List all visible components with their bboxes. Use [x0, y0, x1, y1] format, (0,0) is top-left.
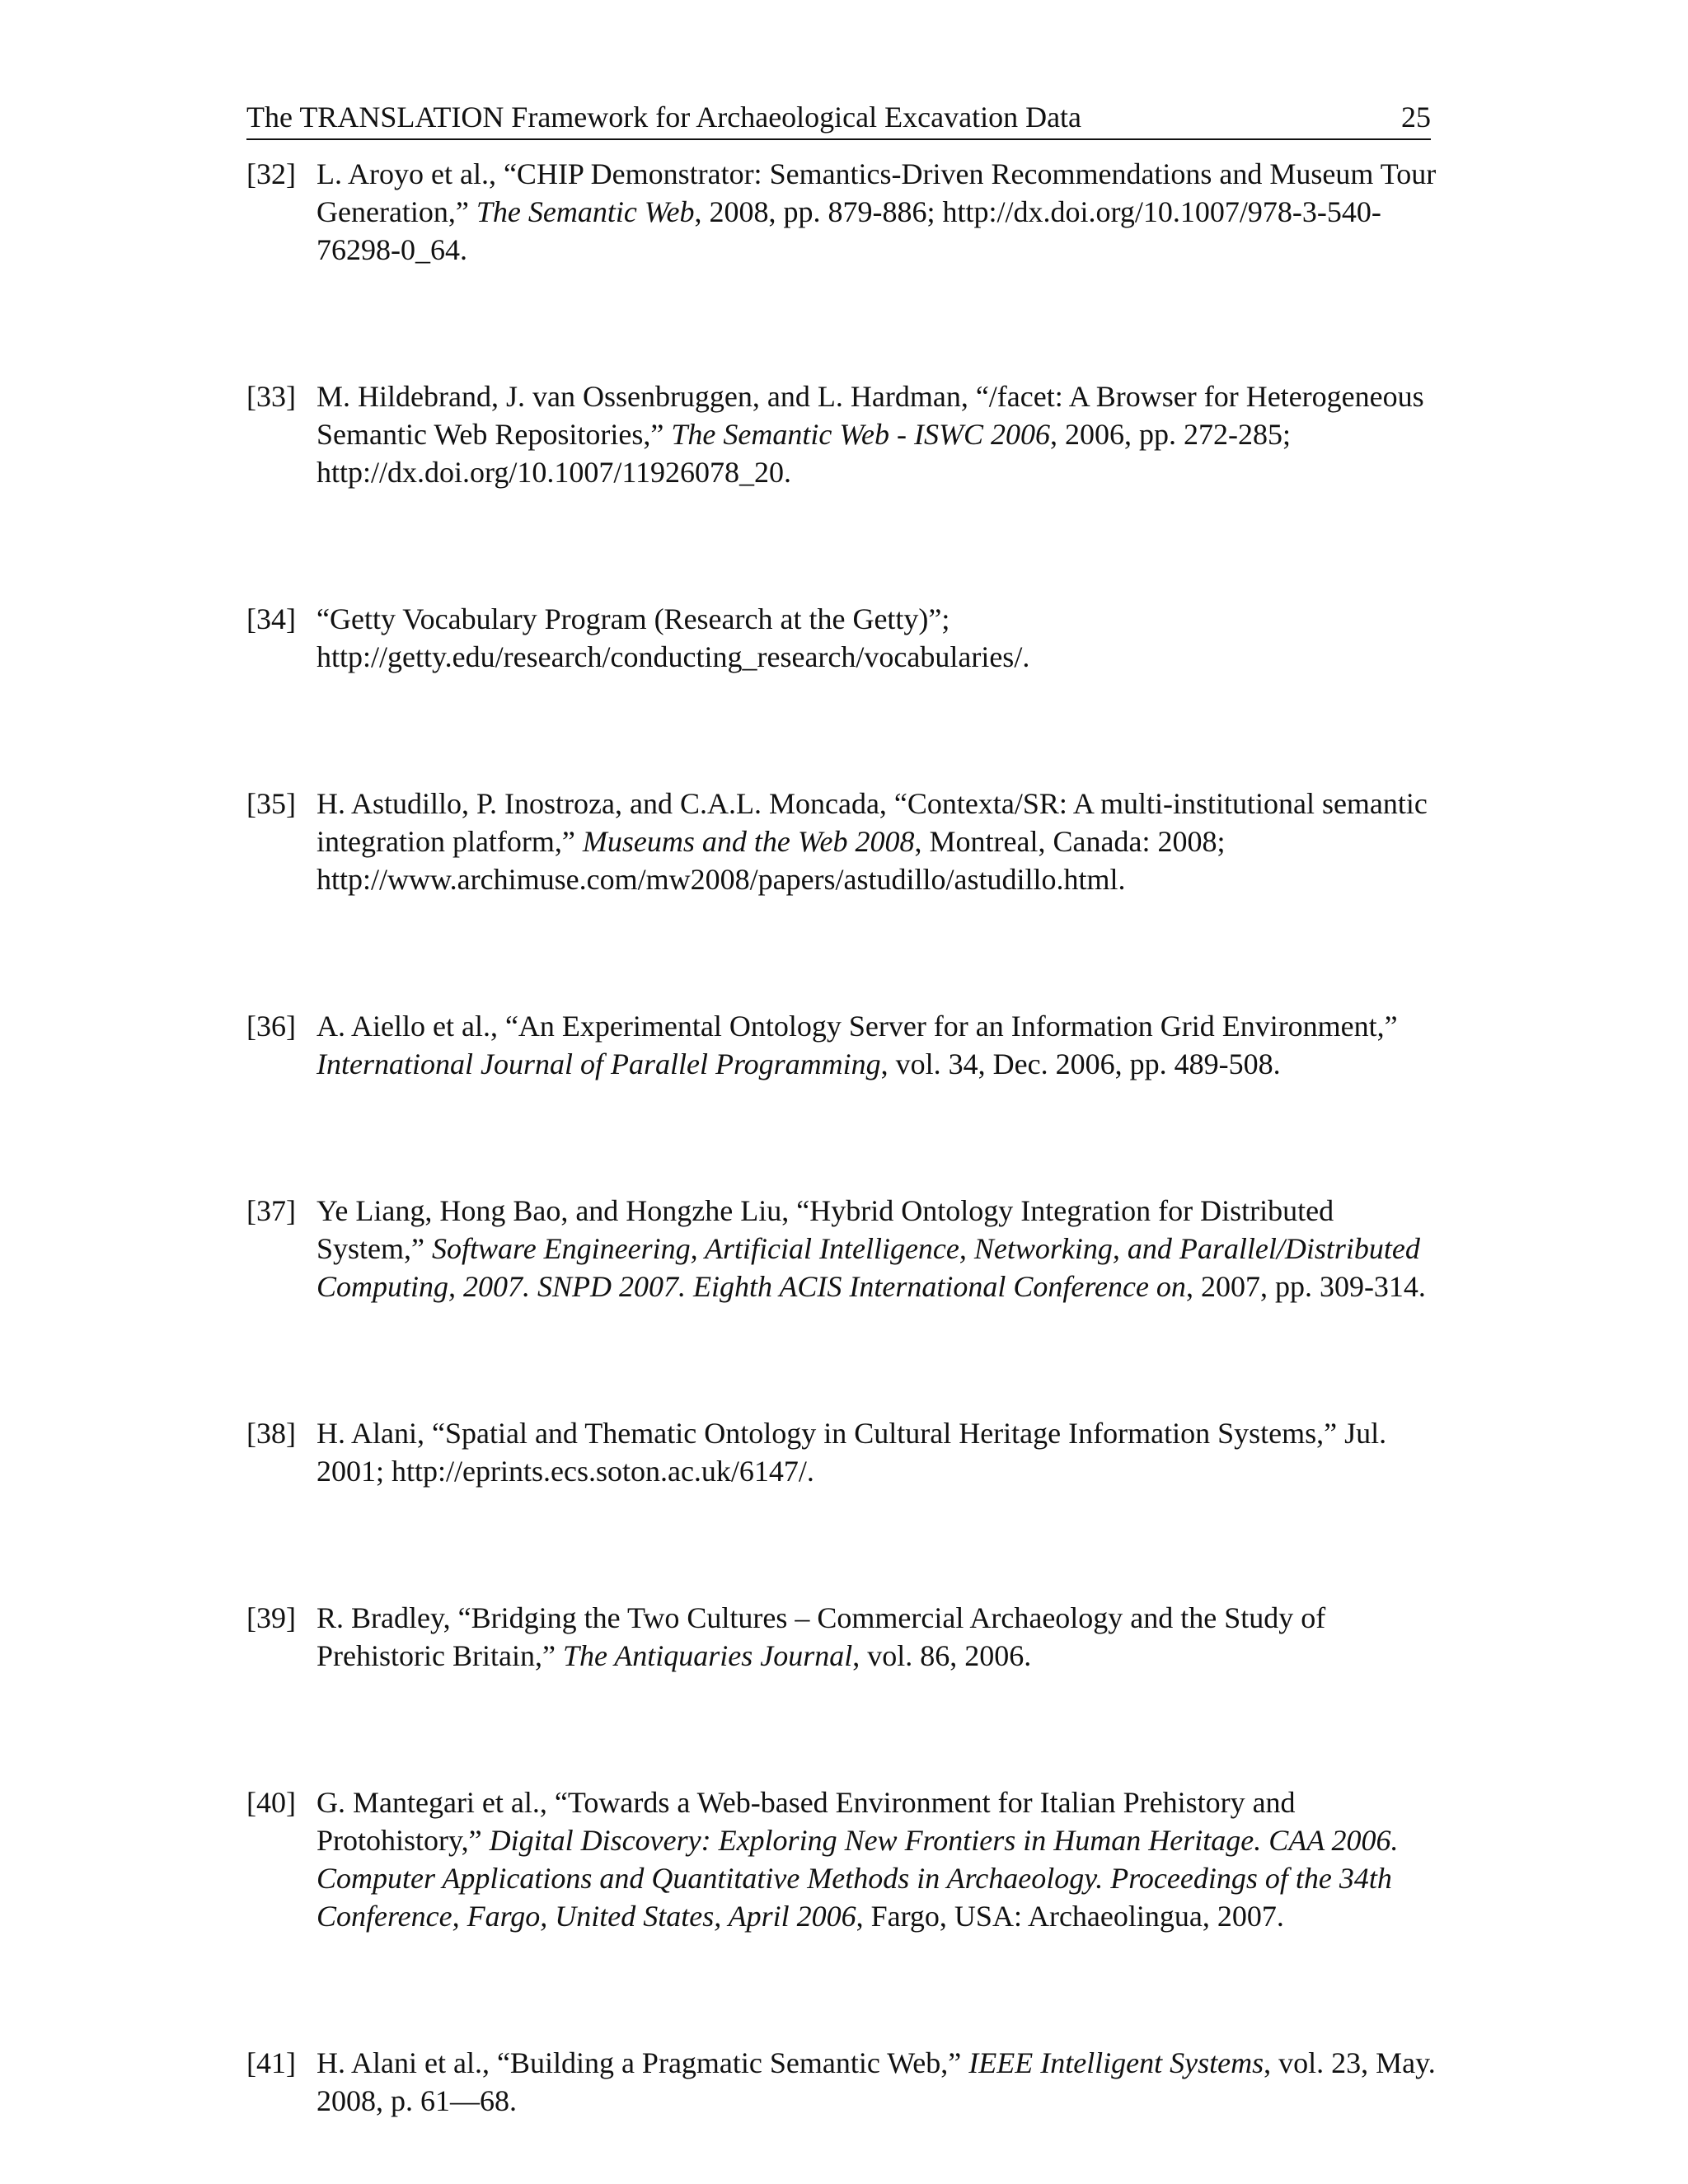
- reference-source-title: Digital Discovery: Exploring New Frontiers in Human Heritage. CAA 2006. Computer Applications and Quantitative Methods in Archaeology. Proceedings of the 34th Conference, Fargo, United States, April 2006: [316, 1824, 1399, 1933]
- page-number: 25: [1401, 101, 1431, 134]
- reference-text-segment: , 2008, pp. 879-886; http://dx.doi.org/10.1007/978-3-540-76298-0_64.: [316, 195, 1381, 266]
- reference-text: [316, 2044, 1442, 2120]
- reference-text: [316, 785, 1442, 898]
- reference-number: [35]: [246, 787, 296, 820]
- reference-source-title: International Journal of Parallel Programming: [316, 1047, 881, 1080]
- reference-text: [316, 600, 1442, 676]
- reference-text-segment: Ye Liang, Hong Bao, and Hongzhe Liu, “Hybrid Ontology Integration for Distributed System,”: [316, 1194, 1334, 1265]
- reference-item: [246, 2044, 1442, 2120]
- reference-item: [246, 1783, 1442, 1935]
- reference-text-segment: H. Astudillo, P. Inostroza, and C.A.L. Moncada, “Contexta/SR: A multi-institutional semantic integration platform,”: [316, 787, 1428, 858]
- reference-number: [37]: [246, 1194, 296, 1227]
- reference-text-segment: , vol. 86, 2006.: [852, 1639, 1032, 1672]
- reference-text: [316, 1783, 1442, 1935]
- reference-source-title: The Semantic Web: [476, 195, 695, 228]
- reference-text: [316, 1192, 1442, 1305]
- reference-item: [246, 155, 1442, 269]
- reference-text-segment: , 2007, pp. 309-314.: [1185, 1270, 1426, 1303]
- reference-source-title: IEEE Intelligent Systems: [968, 2046, 1264, 2079]
- reference-number: [34]: [246, 602, 296, 635]
- reference-text-segment: A. Aiello et al., “An Experimental Ontology Server for an Information Grid Environment,”: [316, 1010, 1398, 1043]
- reference-item: [246, 377, 1442, 491]
- reference-text-segment: “Getty Vocabulary Program (Research at the Getty)”; http://getty.edu/research/conducting_research/vocabularies/.: [316, 602, 1030, 673]
- reference-item: [246, 600, 1442, 676]
- reference-number: [36]: [246, 1010, 296, 1043]
- reference-item: [246, 1192, 1442, 1305]
- reference-number: [32]: [246, 157, 296, 190]
- reference-source-title: Museums and the Web 2008: [582, 825, 915, 858]
- reference-text: [316, 377, 1442, 491]
- reference-number: [38]: [246, 1417, 296, 1450]
- reference-text: [316, 1414, 1442, 1490]
- reference-text: [316, 155, 1442, 269]
- reference-source-title: The Semantic Web - ISWC 2006: [671, 418, 1050, 451]
- reference-text-segment: , Fargo, USA: Archaeolingua, 2007.: [856, 1900, 1284, 1933]
- reference-text-segment: H. Alani, “Spatial and Thematic Ontology in Cultural Heritage Information Systems,” Jul. 2001; http://eprints.ecs.soton.ac.uk/6147/.: [316, 1417, 1387, 1488]
- reference-text-segment: , 2006, pp. 272-285; http://dx.doi.org/10.1007/11926078_20.: [316, 418, 1291, 489]
- reference-text-segment: , vol. 34, Dec. 2006, pp. 489-508.: [880, 1047, 1281, 1080]
- reference-source-title: The Antiquaries Journal: [562, 1639, 853, 1672]
- reference-item: [246, 1007, 1442, 1083]
- header-title: The TRANSLATION Framework for Archaeological Excavation Data: [246, 101, 1082, 134]
- reference-number: [41]: [246, 2046, 296, 2079]
- reference-text-segment: R. Bradley, “Bridging the Two Cultures – Commercial Archaeology and the Study of Prehistoric Britain,”: [316, 1601, 1326, 1672]
- reference-text: [316, 1007, 1442, 1083]
- reference-item: [246, 785, 1442, 898]
- reference-item: [246, 1599, 1442, 1675]
- reference-text-segment: H. Alani et al., “Building a Pragmatic Semantic Web,”: [316, 2046, 969, 2079]
- reference-text-segment: , Montreal, Canada: 2008; http://www.archimuse.com/mw2008/papers/astudillo/astudillo.html.: [316, 825, 1226, 896]
- reference-text: [316, 1599, 1442, 1675]
- reference-number: [33]: [246, 380, 296, 413]
- reference-text-segment: M. Hildebrand, J. van Ossenbruggen, and L. Hardman, “/facet: A Browser for Heterogeneous Semantic Web Repositories,”: [316, 380, 1424, 451]
- reference-item: [246, 1414, 1442, 1490]
- running-header: [246, 96, 1431, 140]
- reference-number: [39]: [246, 1601, 296, 1634]
- reference-text-segment: L. Aroyo et al., “CHIP Demonstrator: Semantics-Driven Recommendations and Museum Tour Generation,”: [316, 157, 1437, 228]
- reference-text-segment: G. Mantegari et al., “Towards a Web-based Environment for Italian Prehistory and Protohistory,”: [316, 1786, 1296, 1857]
- reference-source-title: Software Engineering, Artificial Intelligence, Networking, and Parallel/Distributed Computing, 2007. SNPD 2007. Eighth ACIS International Conference on: [316, 1232, 1420, 1303]
- reference-text-segment: , vol. 23, May. 2008, p. 61—68.: [316, 2046, 1436, 2117]
- reference-list: [246, 155, 1442, 2120]
- reference-number: [40]: [246, 1786, 296, 1819]
